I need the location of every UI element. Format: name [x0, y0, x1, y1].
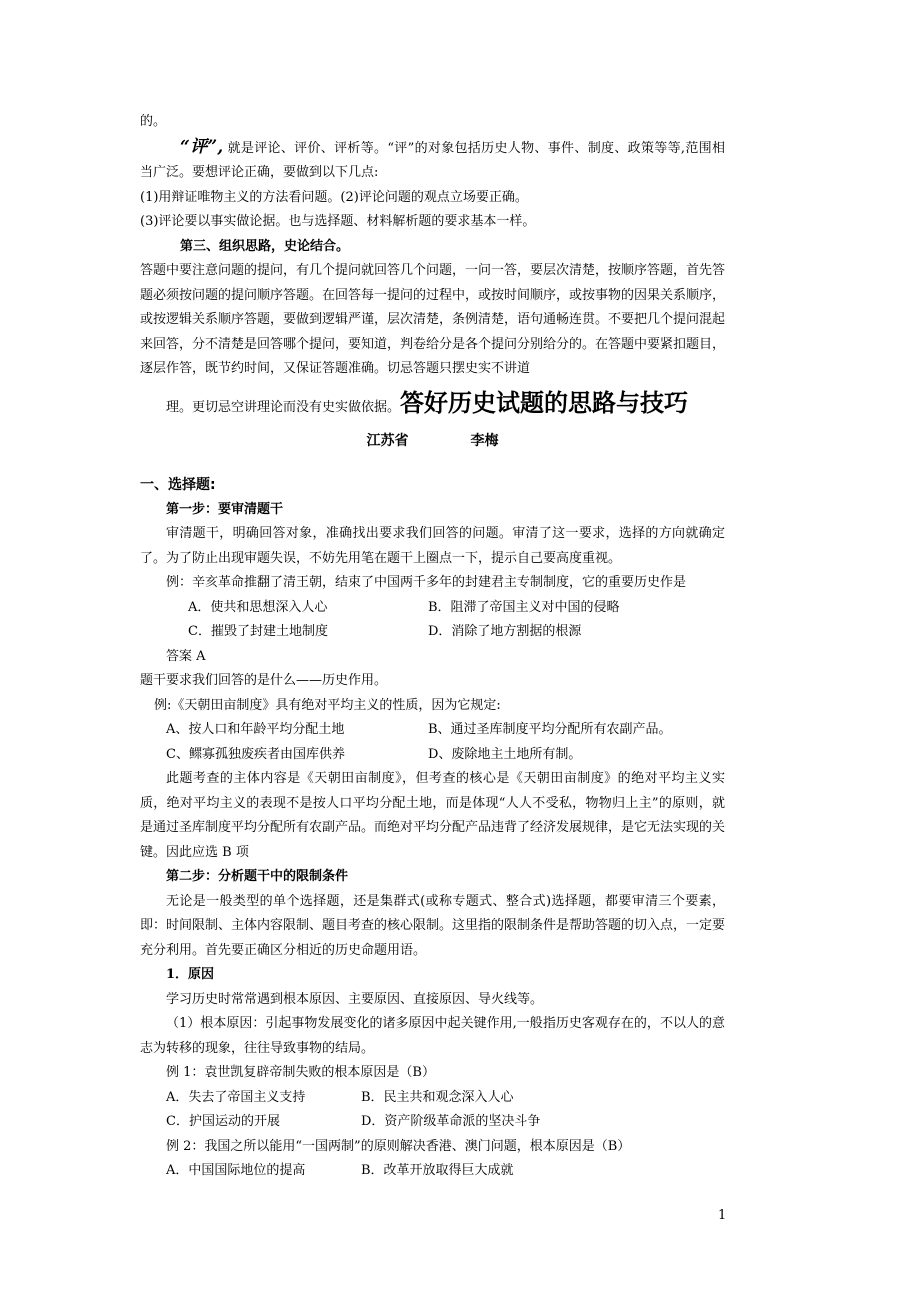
- ex2-options-row1: [140, 718, 725, 743]
- reason-ex2-options-row1: [140, 1159, 725, 1184]
- reason-ex1-option-d: D．资产阶级革命派的坚决斗争: [361, 1114, 541, 1129]
- section3-body: 答题中要注意问题的提问，有几个提问就回答几个问题，一问一答，要层次清楚，按顺序答题，首先答题必须按问题的提问顺序答题。在回答每一提问的过程中，或按时间顺序，或按事物的因果关系顺序，或按逻辑关系顺序答题，要做到逻辑严谨，层次清楚，条例清楚，语句通畅连贯。不要把几个提问混起来回答，分不清楚是回答哪个提问，要知道，判卷给分是各个提问分别给分的。在答题中要紧扣题目，逐层作答，既节约时间，又保证答题准确。切忌答题只摆史实不讲道: [140, 263, 726, 376]
- ex2-stem: 例:《天朝田亩制度》具有绝对平均主义的性质，因为它规定:: [154, 697, 501, 713]
- ex2-options-row2: [140, 743, 725, 768]
- ex1-option-a: A．使共和思想深入人心: [188, 599, 328, 615]
- step1-body: 审清题干，明确回答对象，准确找出要求我们回答的问题。审清了这一要求，选择的方向就确定了。为了防止出现审题失误，不妨先用笔在题干上圈点一下，提示自己要高度重视。: [140, 526, 725, 566]
- ex1-options-row1: [140, 596, 725, 621]
- point-2: (3)评论要以事实做论据。也与选择题、材料解析题的要求基本一样。: [140, 214, 536, 229]
- ex2-analysis: 此题考查的主体内容是《天朝田亩制度》，但考查的核心是《天朝田亩制度》的绝对平均主义实质，绝对平均主义的表现不是按人口平均分配土地，而是体现“人人不受私，物物归上主”的原则，就是通过圣库制度平均分配所有农副产品。而绝对平均分配产品违背了经济发展规律，是它无法实现的关键。因此应选 B 项: [140, 771, 726, 860]
- step2-heading: 第二步：分析题干中的限制条件: [166, 869, 349, 884]
- reason-ex1-option-c: C．护国运动的开展: [166, 1114, 280, 1129]
- ex1-options-row2: [140, 620, 725, 645]
- reason-ex2-option-b: B．改革开放取得巨大成就: [361, 1163, 514, 1178]
- reason-ex1-option-b: B．民主共和观念深入人心: [361, 1089, 514, 1105]
- step1-heading: 第一步：要审清题干: [166, 501, 284, 517]
- title-line: [140, 386, 725, 425]
- ex1-stem: 例：辛亥革命推翻了清王朝，结束了中国两千多年的封建君主专制制度，它的重要历史作是: [166, 575, 687, 590]
- article-title: 答好历史试题的思路与技巧: [400, 388, 689, 417]
- author-region: 江苏省: [366, 432, 409, 449]
- intro-fragment: 的。: [140, 114, 167, 129]
- point-1: (1)用辩证唯物主义的方法看问题。(2)评论问题的观点立场要正确。: [140, 189, 528, 205]
- section1-heading: 一、选择题:: [140, 477, 216, 493]
- ex1-note: 题干要求我们回答的是什么——历史作用。: [140, 673, 388, 688]
- ping-text: 就是评论、评价、评析等。“评”的对象包括历史人物、事件、制度、政策等等,范围相当广泛。要想评论正确，要做到以下几点:: [140, 140, 725, 180]
- ping-paragraph: [140, 135, 725, 186]
- ex1-option-c: C．摧毁了封建土地制度: [188, 624, 328, 639]
- reason-ex2-option-a: A．中国国际地位的提高: [166, 1163, 306, 1178]
- section3-heading: 第三、组织思路，史论结合。: [180, 238, 350, 254]
- author-name: 李梅: [470, 432, 499, 449]
- reason-ex1-options-row1: [140, 1086, 725, 1111]
- page-number: 1: [718, 1208, 727, 1223]
- reason-heading: 1．原因: [166, 967, 215, 982]
- step2-body: 无论是一般类型的单个选择题，还是集群式(或称专题式、整合式)选择题，都要审清三个要素，即：时间限制、主体内容限制、题目考查的核心限制。这里指的限制条件是帮助答题的切入点，一定要充分利用。首先要正确区分相近的历史命题用语。: [140, 893, 726, 958]
- author-line: [140, 429, 725, 454]
- root-cause-definition: （1）根本原因：引起事物发展变化的诸多原因中起关键作用,一般指历史客观存在的，不以人的意志为转移的现象，往往导致事物的结局。: [140, 1016, 725, 1056]
- reason-ex1-option-a: A．失去了帝国主义支持: [166, 1089, 306, 1105]
- reason-ex1-options-row2: [140, 1110, 725, 1135]
- reason-ex2-stem: 例 2：我国之所以能用“一国两制”的原则解决香港、澳门问题，根本原因是（B）: [166, 1138, 631, 1154]
- ex2-option-d: D、废除地主土地所有制。: [428, 746, 582, 762]
- last-line: 理。更切忌空讲理论而没有史实做依据。: [166, 399, 401, 415]
- reason-ex1-stem: 例 1：袁世凯复辟帝制失败的根本原因是（B）: [166, 1065, 435, 1080]
- ex1-option-d: D．消除了地方割据的根源: [428, 624, 582, 639]
- ex1-answer: 答案 A: [166, 648, 206, 664]
- reason-intro: 学习历史时常常遇到根本原因、主要原因、直接原因、导火线等。: [166, 991, 544, 1007]
- ex2-option-a: A、按人口和年龄平均分配土地: [166, 722, 345, 737]
- ping-term: “评”,: [180, 136, 224, 157]
- ex2-option-c: C、鳏寡孤独废疾者由国库供养: [166, 746, 345, 762]
- document-page: [140, 110, 725, 1184]
- ex1-option-b: B．阻滞了帝国主义对中国的侵略: [428, 599, 620, 615]
- ex2-option-b: B、通过圣库制度平均分配所有农副产品。: [428, 722, 672, 737]
